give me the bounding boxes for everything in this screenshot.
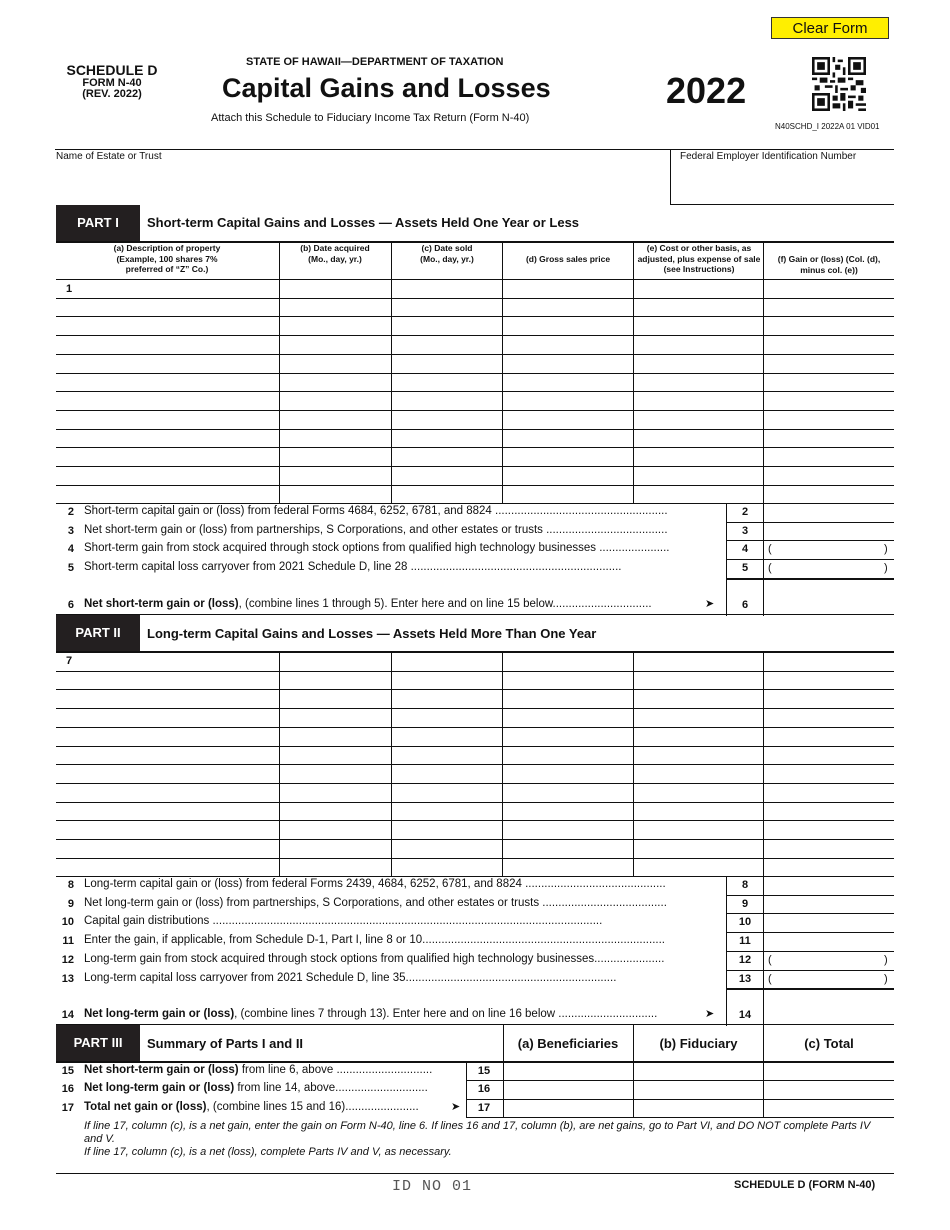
line-4-num: 4 [67, 543, 74, 556]
entry-cell[interactable] [634, 448, 762, 465]
line-8-num: 8 [67, 879, 74, 891]
rule [633, 1025, 634, 1117]
entry-cell[interactable] [764, 653, 893, 670]
line-15-total-input[interactable] [765, 1063, 892, 1079]
paren-open: ( [768, 972, 772, 985]
entry-cell[interactable] [57, 336, 278, 353]
arrow-right-icon: ➤ [705, 598, 715, 610]
entry-cell[interactable] [634, 672, 762, 689]
entry-cell[interactable] [392, 336, 501, 353]
entry-cell[interactable] [503, 280, 632, 297]
entry-cell[interactable] [634, 859, 762, 876]
line-16-fiduciary-input[interactable] [635, 1081, 762, 1097]
entry-cell[interactable] [57, 486, 278, 503]
entry-cell[interactable] [392, 803, 501, 820]
line-15-box-num: 15 [477, 1065, 491, 1077]
entry-cell[interactable] [634, 355, 762, 372]
entry-cell[interactable] [280, 728, 390, 745]
entry-cell[interactable] [280, 317, 390, 334]
line-15-bold: Net short-term gain or (loss) [84, 1064, 239, 1076]
line-14-text [84, 1008, 709, 1020]
entry-cell[interactable] [503, 765, 632, 782]
line-3-text: Net short-term gain or (loss) from partnerships, S Corporations, and other estates or trusts ...................................... [84, 523, 668, 536]
entry-cell[interactable] [392, 747, 501, 764]
entry-cell[interactable] [634, 411, 762, 428]
form-revision: (REV. 2022) [82, 88, 142, 101]
entry-cell[interactable] [392, 690, 501, 707]
paren-close: ) [884, 953, 888, 966]
entry-cell[interactable] [392, 355, 501, 372]
entry-cell[interactable] [503, 336, 632, 353]
line-17-fiduciary-input[interactable] [635, 1100, 762, 1116]
entry-cell[interactable] [634, 765, 762, 782]
rule [670, 204, 894, 205]
entry-cell[interactable] [503, 840, 632, 857]
line-8-amount-input[interactable] [765, 877, 893, 894]
entry-cell[interactable] [634, 299, 762, 316]
line-17-total-input[interactable] [765, 1100, 892, 1116]
entry-cell[interactable] [280, 690, 390, 707]
line-16-text [84, 1082, 459, 1094]
entry-cell[interactable] [764, 784, 893, 801]
line-16-beneficiaries-input[interactable] [504, 1081, 631, 1097]
line-5-num: 5 [67, 562, 74, 575]
footer-schedule: SCHEDULE D (FORM N-40) [734, 1179, 876, 1191]
part1-title: Short-term Capital Gains and Losses — Assets Held One Year or Less [147, 215, 580, 230]
entry-cell[interactable] [280, 859, 390, 876]
line-3-box-num: 3 [741, 524, 749, 537]
line-7-label: 7 [66, 655, 73, 667]
entry-cell[interactable] [503, 859, 632, 876]
entry-cell[interactable] [392, 486, 501, 503]
entry-cell[interactable] [280, 821, 390, 838]
rule [56, 1173, 894, 1174]
line-10-amount-input[interactable] [765, 914, 893, 931]
entry-cell[interactable] [57, 299, 278, 316]
entry-cell[interactable] [634, 336, 762, 353]
entry-cell[interactable] [57, 859, 278, 876]
rule [763, 1025, 764, 1117]
entry-cell[interactable] [764, 803, 893, 820]
line-10-num: 10 [61, 916, 74, 929]
entry-cell[interactable] [634, 467, 762, 484]
schedule-label: SCHEDULE D [66, 62, 158, 78]
fein-label: Federal Employer Identification Number [680, 151, 857, 162]
entry-cell[interactable] [57, 672, 278, 689]
line-9-box-num: 9 [741, 897, 749, 910]
line-4-box-num: 4 [741, 543, 749, 556]
paren-close: ) [884, 972, 888, 985]
entry-cell[interactable] [280, 448, 390, 465]
line-16-total-input[interactable] [765, 1081, 892, 1097]
entry-cell[interactable] [503, 448, 632, 465]
entry-cell[interactable] [280, 653, 390, 670]
line-14-box-num: 14 [738, 1009, 752, 1021]
entry-cell[interactable] [57, 317, 278, 334]
entry-cell[interactable] [392, 467, 501, 484]
line-10-text: Capital gain distributions .......................................................................................................................... [84, 915, 603, 928]
entry-cell[interactable] [764, 728, 893, 745]
line-15-rest: from line 6, above .............................. [238, 1064, 433, 1076]
entry-cell[interactable] [764, 672, 893, 689]
entry-cell[interactable] [280, 280, 390, 297]
line-17-box-num: 17 [477, 1101, 491, 1114]
part3-title: Summary of Parts I and II [147, 1036, 304, 1051]
entry-cell[interactable] [57, 747, 278, 764]
entry-cell[interactable] [392, 653, 501, 670]
entry-cell[interactable] [634, 840, 762, 857]
col-a-header: (a) Description of property (Example, 100 shares 7% preferred of “Z” Co.) [113, 243, 221, 275]
entry-cell[interactable] [503, 374, 632, 391]
entry-cell[interactable] [503, 355, 632, 372]
entry-cell[interactable] [503, 411, 632, 428]
qr-code-icon [812, 57, 866, 111]
entry-cell[interactable] [634, 784, 762, 801]
entry-cell[interactable] [634, 728, 762, 745]
entry-cell[interactable] [280, 486, 390, 503]
line-6-bold: Net short-term gain or (loss) [84, 598, 239, 610]
estate-name-label: Name of Estate or Trust [56, 151, 162, 162]
entry-cell[interactable] [57, 467, 278, 484]
line-17-num: 17 [61, 1101, 74, 1114]
line-11-box-num: 11 [739, 935, 751, 948]
entry-cell[interactable] [280, 411, 390, 428]
agency-name: STATE OF HAWAII—DEPARTMENT OF TAXATION [246, 56, 504, 68]
line-11-amount-input[interactable] [765, 933, 893, 950]
entry-cell[interactable] [634, 803, 762, 820]
line-17-rest: , (combine lines 15 and 16)....................... [206, 1100, 419, 1113]
entry-cell[interactable] [392, 411, 501, 428]
line-13-box-num: 13 [738, 972, 752, 985]
entry-cell[interactable] [764, 336, 893, 353]
entry-cell[interactable] [280, 672, 390, 689]
entry-cell[interactable] [280, 803, 390, 820]
entry-cell[interactable] [280, 709, 390, 726]
entry-cell[interactable] [392, 392, 501, 409]
entry-cell[interactable] [764, 411, 893, 428]
note-net-gain: If line 17, column (c), is a net gain, enter the gain on Form N-40, line 6. If lines 16 and 17, column (b), are net gains, go to Part VI, and DO NOT complete Parts IV and V. [84, 1120, 871, 1146]
part2-title: Long-term Capital Gains and Losses — Assets Held More Than One Year [147, 626, 597, 641]
line-12-box-num: 12 [738, 953, 752, 966]
entry-cell[interactable] [764, 374, 893, 391]
line-16-num: 16 [61, 1083, 74, 1096]
entry-cell[interactable] [634, 317, 762, 334]
line-8-text: Long-term capital gain or (loss) from federal Forms 2439, 4684, 6252, 6781, and 8824 ............................................ [84, 878, 666, 890]
entry-cell[interactable] [280, 467, 390, 484]
line-17-bold: Total net gain or (loss) [84, 1100, 207, 1113]
line-16-rest: from line 14, above............................. [234, 1082, 428, 1095]
entry-cell[interactable] [280, 784, 390, 801]
entry-cell[interactable] [764, 859, 893, 876]
entry-cell[interactable] [634, 392, 762, 409]
entry-cell[interactable] [392, 840, 501, 857]
line-15-num: 15 [61, 1065, 74, 1077]
entry-cell[interactable] [503, 467, 632, 484]
rule [726, 876, 727, 1026]
entry-cell[interactable] [392, 430, 501, 447]
entry-cell[interactable] [392, 821, 501, 838]
attach-instruction: Attach this Schedule to Fiduciary Income Tax Return (Form N-40) [211, 112, 530, 124]
line-16-box-num: 16 [477, 1083, 491, 1096]
line-2-box-num: 2 [741, 506, 749, 518]
col-d-header: (d) Gross sales price [525, 254, 611, 264]
line-2-num: 2 [67, 506, 74, 518]
arrow-right-icon: ➤ [451, 1101, 461, 1113]
line-6-text [84, 598, 709, 610]
entry-cell[interactable] [392, 374, 501, 391]
entry-cell[interactable] [392, 709, 501, 726]
line-12-text: Long-term gain from stock acquired through stock options from qualified high technology businesses...................... [84, 952, 665, 965]
line-12-amount-input[interactable] [765, 952, 893, 969]
entry-cell[interactable] [503, 392, 632, 409]
entry-cell[interactable] [503, 317, 632, 334]
form-number: FORM N-40 [82, 76, 142, 89]
line-14-rest: , (combine lines 7 through 13). Enter here and on line 16 below ............................... [234, 1008, 658, 1020]
line-2-text: Short-term capital gain or (loss) from federal Forms 4684, 6252, 6781, and 8824 ...................................................... [84, 505, 668, 517]
line-12-num: 12 [61, 953, 74, 966]
entry-cell[interactable] [57, 803, 278, 820]
line-13-num: 13 [61, 972, 74, 985]
entry-cell[interactable] [280, 355, 390, 372]
entry-cell[interactable] [57, 709, 278, 726]
entry-cell[interactable] [634, 653, 762, 670]
entry-cell[interactable] [392, 765, 501, 782]
rule [466, 1117, 894, 1118]
entry-cell[interactable] [392, 728, 501, 745]
part2-label: PART II [56, 615, 140, 651]
entry-cell[interactable] [764, 355, 893, 372]
entry-cell[interactable] [57, 280, 278, 297]
line-5-amount-input[interactable] [765, 560, 893, 577]
entry-cell[interactable] [392, 672, 501, 689]
entry-cell[interactable] [634, 280, 762, 297]
col-total-header: (c) Total [804, 1036, 854, 1051]
entry-cell[interactable] [634, 821, 762, 838]
line-2-amount-input[interactable] [765, 504, 893, 521]
line-1-label: 1 [66, 283, 73, 295]
instruction-notes [84, 1120, 884, 1160]
line-6-box-num: 6 [741, 599, 749, 611]
line-15-fiduciary-input[interactable] [635, 1063, 762, 1079]
schedule-block [60, 63, 164, 101]
line-3-amount-input[interactable] [765, 523, 893, 540]
paren-close: ) [884, 562, 888, 575]
page-title: Capital Gains and Losses [222, 73, 551, 103]
paren-open: ( [768, 953, 772, 966]
clear-form-button[interactable]: Clear Form [771, 17, 889, 39]
entry-cell[interactable] [634, 374, 762, 391]
entry-cell[interactable] [57, 784, 278, 801]
rule [763, 503, 764, 616]
entry-cell[interactable] [764, 280, 893, 297]
tax-year: 2022 [666, 70, 747, 111]
entry-cell[interactable] [503, 709, 632, 726]
entry-cell[interactable] [57, 840, 278, 857]
rule [670, 149, 671, 204]
part1-label: PART I [56, 205, 140, 241]
col-f-header: (f) Gain or (loss) (Col. (d), minus col. (e)) [777, 254, 881, 275]
entry-cell[interactable] [57, 653, 278, 670]
entry-cell[interactable] [392, 317, 501, 334]
entry-cell[interactable] [503, 653, 632, 670]
entry-cell[interactable] [634, 486, 762, 503]
rule [763, 876, 764, 1026]
entry-cell[interactable] [764, 765, 893, 782]
entry-cell[interactable] [280, 840, 390, 857]
entry-cell[interactable] [503, 672, 632, 689]
entry-cell[interactable] [280, 765, 390, 782]
entry-cell[interactable] [280, 299, 390, 316]
entry-cell[interactable] [57, 411, 278, 428]
entry-cell[interactable] [392, 280, 501, 297]
entry-cell[interactable] [764, 486, 893, 503]
entry-cell[interactable] [280, 374, 390, 391]
paren-open: ( [768, 543, 772, 556]
entry-cell[interactable] [634, 430, 762, 447]
line-17-text [84, 1101, 459, 1113]
entry-cell[interactable] [764, 299, 893, 316]
entry-cell[interactable] [764, 709, 893, 726]
entry-cell[interactable] [503, 784, 632, 801]
entry-cell[interactable] [57, 374, 278, 391]
arrow-right-icon: ➤ [705, 1008, 715, 1020]
entry-cell[interactable] [764, 690, 893, 707]
line-9-text: Net long-term gain or (loss) from partnerships, S Corporations, and other estates or trusts ....................................... [84, 896, 667, 909]
entry-cell[interactable] [280, 336, 390, 353]
entry-cell[interactable] [503, 690, 632, 707]
line-6-num: 6 [67, 599, 74, 611]
col-fiduciary-header: (b) Fiduciary [659, 1036, 738, 1051]
line-14-amount-input[interactable] [765, 990, 893, 1022]
entry-cell[interactable] [503, 747, 632, 764]
line-16-bold: Net long-term gain or (loss) [84, 1082, 235, 1095]
col-e-header: (e) Cost or other basis, as adjusted, plus expense of sale (see Instructions) [637, 243, 761, 275]
line-8-box-num: 8 [741, 879, 749, 891]
paren-close: ) [884, 543, 888, 556]
line-4-text: Short-term gain from stock acquired through stock options from qualified high technology businesses ...................... [84, 542, 670, 555]
entry-cell[interactable] [634, 690, 762, 707]
rule [55, 149, 894, 150]
entry-cell[interactable] [392, 859, 501, 876]
line-9-num: 9 [67, 897, 74, 910]
line-5-text: Short-term capital loss carryover from 2021 Schedule D, line 28 .................................................................. [84, 561, 622, 574]
entry-cell[interactable] [57, 430, 278, 447]
line-5-box-num: 5 [741, 562, 749, 575]
entry-cell[interactable] [764, 467, 893, 484]
col-beneficiaries-header: (a) Beneficiaries [517, 1036, 619, 1051]
line-15-beneficiaries-input[interactable] [504, 1063, 631, 1079]
entry-cell[interactable] [57, 765, 278, 782]
entry-cell[interactable] [764, 430, 893, 447]
entry-cell[interactable] [57, 821, 278, 838]
entry-cell[interactable] [634, 747, 762, 764]
entry-cell[interactable] [57, 392, 278, 409]
line-11-num: 11 [62, 935, 74, 948]
entry-cell[interactable] [764, 747, 893, 764]
entry-cell[interactable] [503, 299, 632, 316]
entry-cell[interactable] [503, 430, 632, 447]
entry-cell[interactable] [503, 728, 632, 745]
entry-cell[interactable] [280, 392, 390, 409]
entry-cell[interactable] [392, 299, 501, 316]
line-15-text [84, 1064, 459, 1076]
entry-cell[interactable] [634, 709, 762, 726]
entry-cell[interactable] [503, 803, 632, 820]
entry-cell[interactable] [392, 448, 501, 465]
entry-cell[interactable] [280, 747, 390, 764]
line-9-amount-input[interactable] [765, 896, 893, 913]
note-net-loss: If line 17, column (c), is a net (loss), complete Parts IV and V, as necessary. [84, 1146, 452, 1159]
entry-cell[interactable] [764, 821, 893, 838]
entry-cell[interactable] [392, 784, 501, 801]
entry-cell[interactable] [764, 317, 893, 334]
entry-cell[interactable] [57, 690, 278, 707]
line-6-amount-input[interactable] [765, 580, 893, 612]
line-11-text: Enter the gain, if applicable, from Schedule D-1, Part I, line 8 or 10............................................................................ [84, 934, 665, 947]
line-13-amount-input[interactable] [765, 971, 893, 988]
line-4-amount-input[interactable] [765, 541, 893, 558]
line-14-num: 14 [61, 1009, 74, 1021]
form-id-code: N40SCHD_I 2022A 01 VID01 [775, 122, 880, 131]
line-14-bold: Net long-term gain or (loss) [84, 1008, 235, 1020]
rule [56, 614, 894, 615]
paren-open: ( [768, 562, 772, 575]
line-6-rest: , (combine lines 1 through 5). Enter here and on line 15 below............................... [238, 598, 652, 610]
entry-cell[interactable] [57, 448, 278, 465]
line-3-num: 3 [67, 524, 74, 537]
col-b-header: (b) Date acquired (Mo., day, yr.) [300, 243, 370, 264]
rule [56, 1024, 894, 1025]
entry-cell[interactable] [503, 486, 632, 503]
entry-cell[interactable] [57, 355, 278, 372]
line-17-beneficiaries-input[interactable] [504, 1100, 631, 1116]
line-10-box-num: 10 [738, 916, 752, 929]
entry-cell[interactable] [503, 821, 632, 838]
line-13-text: Long-term capital loss carryover from 2021 Schedule D, line 35.................................................................. [84, 971, 617, 984]
col-c-header: (c) Date sold (Mo., day, yr.) [420, 243, 474, 264]
entry-cell[interactable] [280, 430, 390, 447]
entry-cell[interactable] [57, 728, 278, 745]
part3-label: PART III [56, 1025, 140, 1061]
entry-cell[interactable] [764, 392, 893, 409]
entry-cell[interactable] [764, 448, 893, 465]
id-number: ID NO 01 [392, 1178, 473, 1195]
entry-cell[interactable] [764, 840, 893, 857]
